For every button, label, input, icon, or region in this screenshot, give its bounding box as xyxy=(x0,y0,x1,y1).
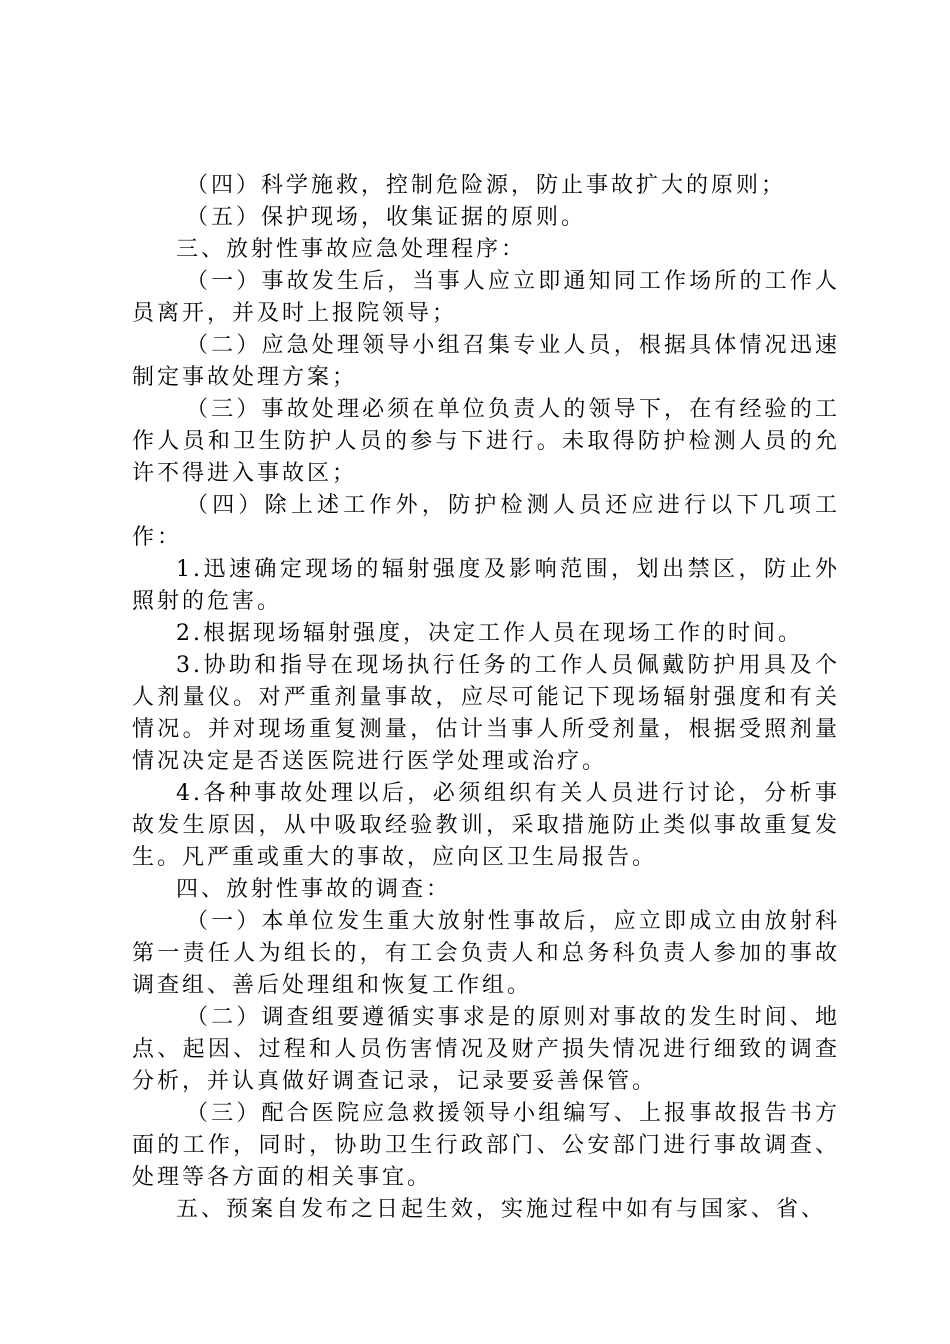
paragraph-procedure-4: （四）除上述工作外，防护检测人员还应进行以下几项工作： xyxy=(132,493,840,550)
paragraph-investigation-2: （二）调查组要遵循实事求是的原则对事故的发生时间、地点、起因、过程和人员伤害情况及财产损失情况进行细致的调查分析，并认真做好调查记录，记录要妥善保管。 xyxy=(132,1005,840,1094)
section-heading-5: 五、预案自发布之日起生效，实施过程中如有与国家、省、 xyxy=(176,1197,827,1222)
paragraph-procedure-1: （一）事故发生后，当事人应立即通知同工作场所的工作人员离开，并及时上报院领导； xyxy=(132,269,840,326)
paragraph-investigation-3: （三）配合医院应急救援领导小组编写、上报事故报告书方面的工作，同时，协助卫生行政部门、公安部门进行事故调查、处理等各方面的相关事宜。 xyxy=(132,1101,840,1190)
list-item-2: 2.根据现场辐射强度，决定工作人员在现场工作的时间。 xyxy=(176,621,803,646)
paragraph-investigation-1: （一）本单位发生重大放射性事故后，应立即成立由放射科第一责任人为组长的，有工会负责人和总务科负责人参加的事故调查组、善后处理组和恢复工作组。 xyxy=(132,909,840,998)
section-heading-4: 四、放射性事故的调查： xyxy=(176,877,452,902)
section-heading-3: 三、放射性事故应急处理程序： xyxy=(176,237,527,262)
document-page xyxy=(132,170,840,1226)
list-item-1: 1.迅速确定现场的辐射强度及影响范围，划出禁区，防止外照射的危害。 xyxy=(132,557,840,614)
paragraph-procedure-2: （二）应急处理领导小组召集专业人员，根据具体情况迅速制定事故处理方案； xyxy=(132,333,840,390)
paragraph-principle-4: （四）科学施救，控制危险源，防止事故扩大的原则； xyxy=(186,173,787,198)
paragraph-principle-5: （五）保护现场，收集证据的原则。 xyxy=(186,205,587,230)
paragraph-procedure-3: （三）事故处理必须在单位负责人的领导下，在有经验的工作人员和卫生防护人员的参与下进行。未取得防护检测人员的允许不得进入事故区； xyxy=(132,397,840,486)
list-item-3: 3.协助和指导在现场执行任务的工作人员佩戴防护用具及个人剂量仪。对严重剂量事故，应尽可能记下现场辐射强度和有关情况。并对现场重复测量，估计当事人所受剂量，根据受照剂量情况决定是否送医院进行医学处理或治疗。 xyxy=(132,653,840,774)
list-item-4: 4.各种事故处理以后，必须组织有关人员进行讨论，分析事故发生原因，从中吸取经验教训，采取措施防止类似事故重复发生。凡严重或重大的事故，应向区卫生局报告。 xyxy=(132,781,840,870)
